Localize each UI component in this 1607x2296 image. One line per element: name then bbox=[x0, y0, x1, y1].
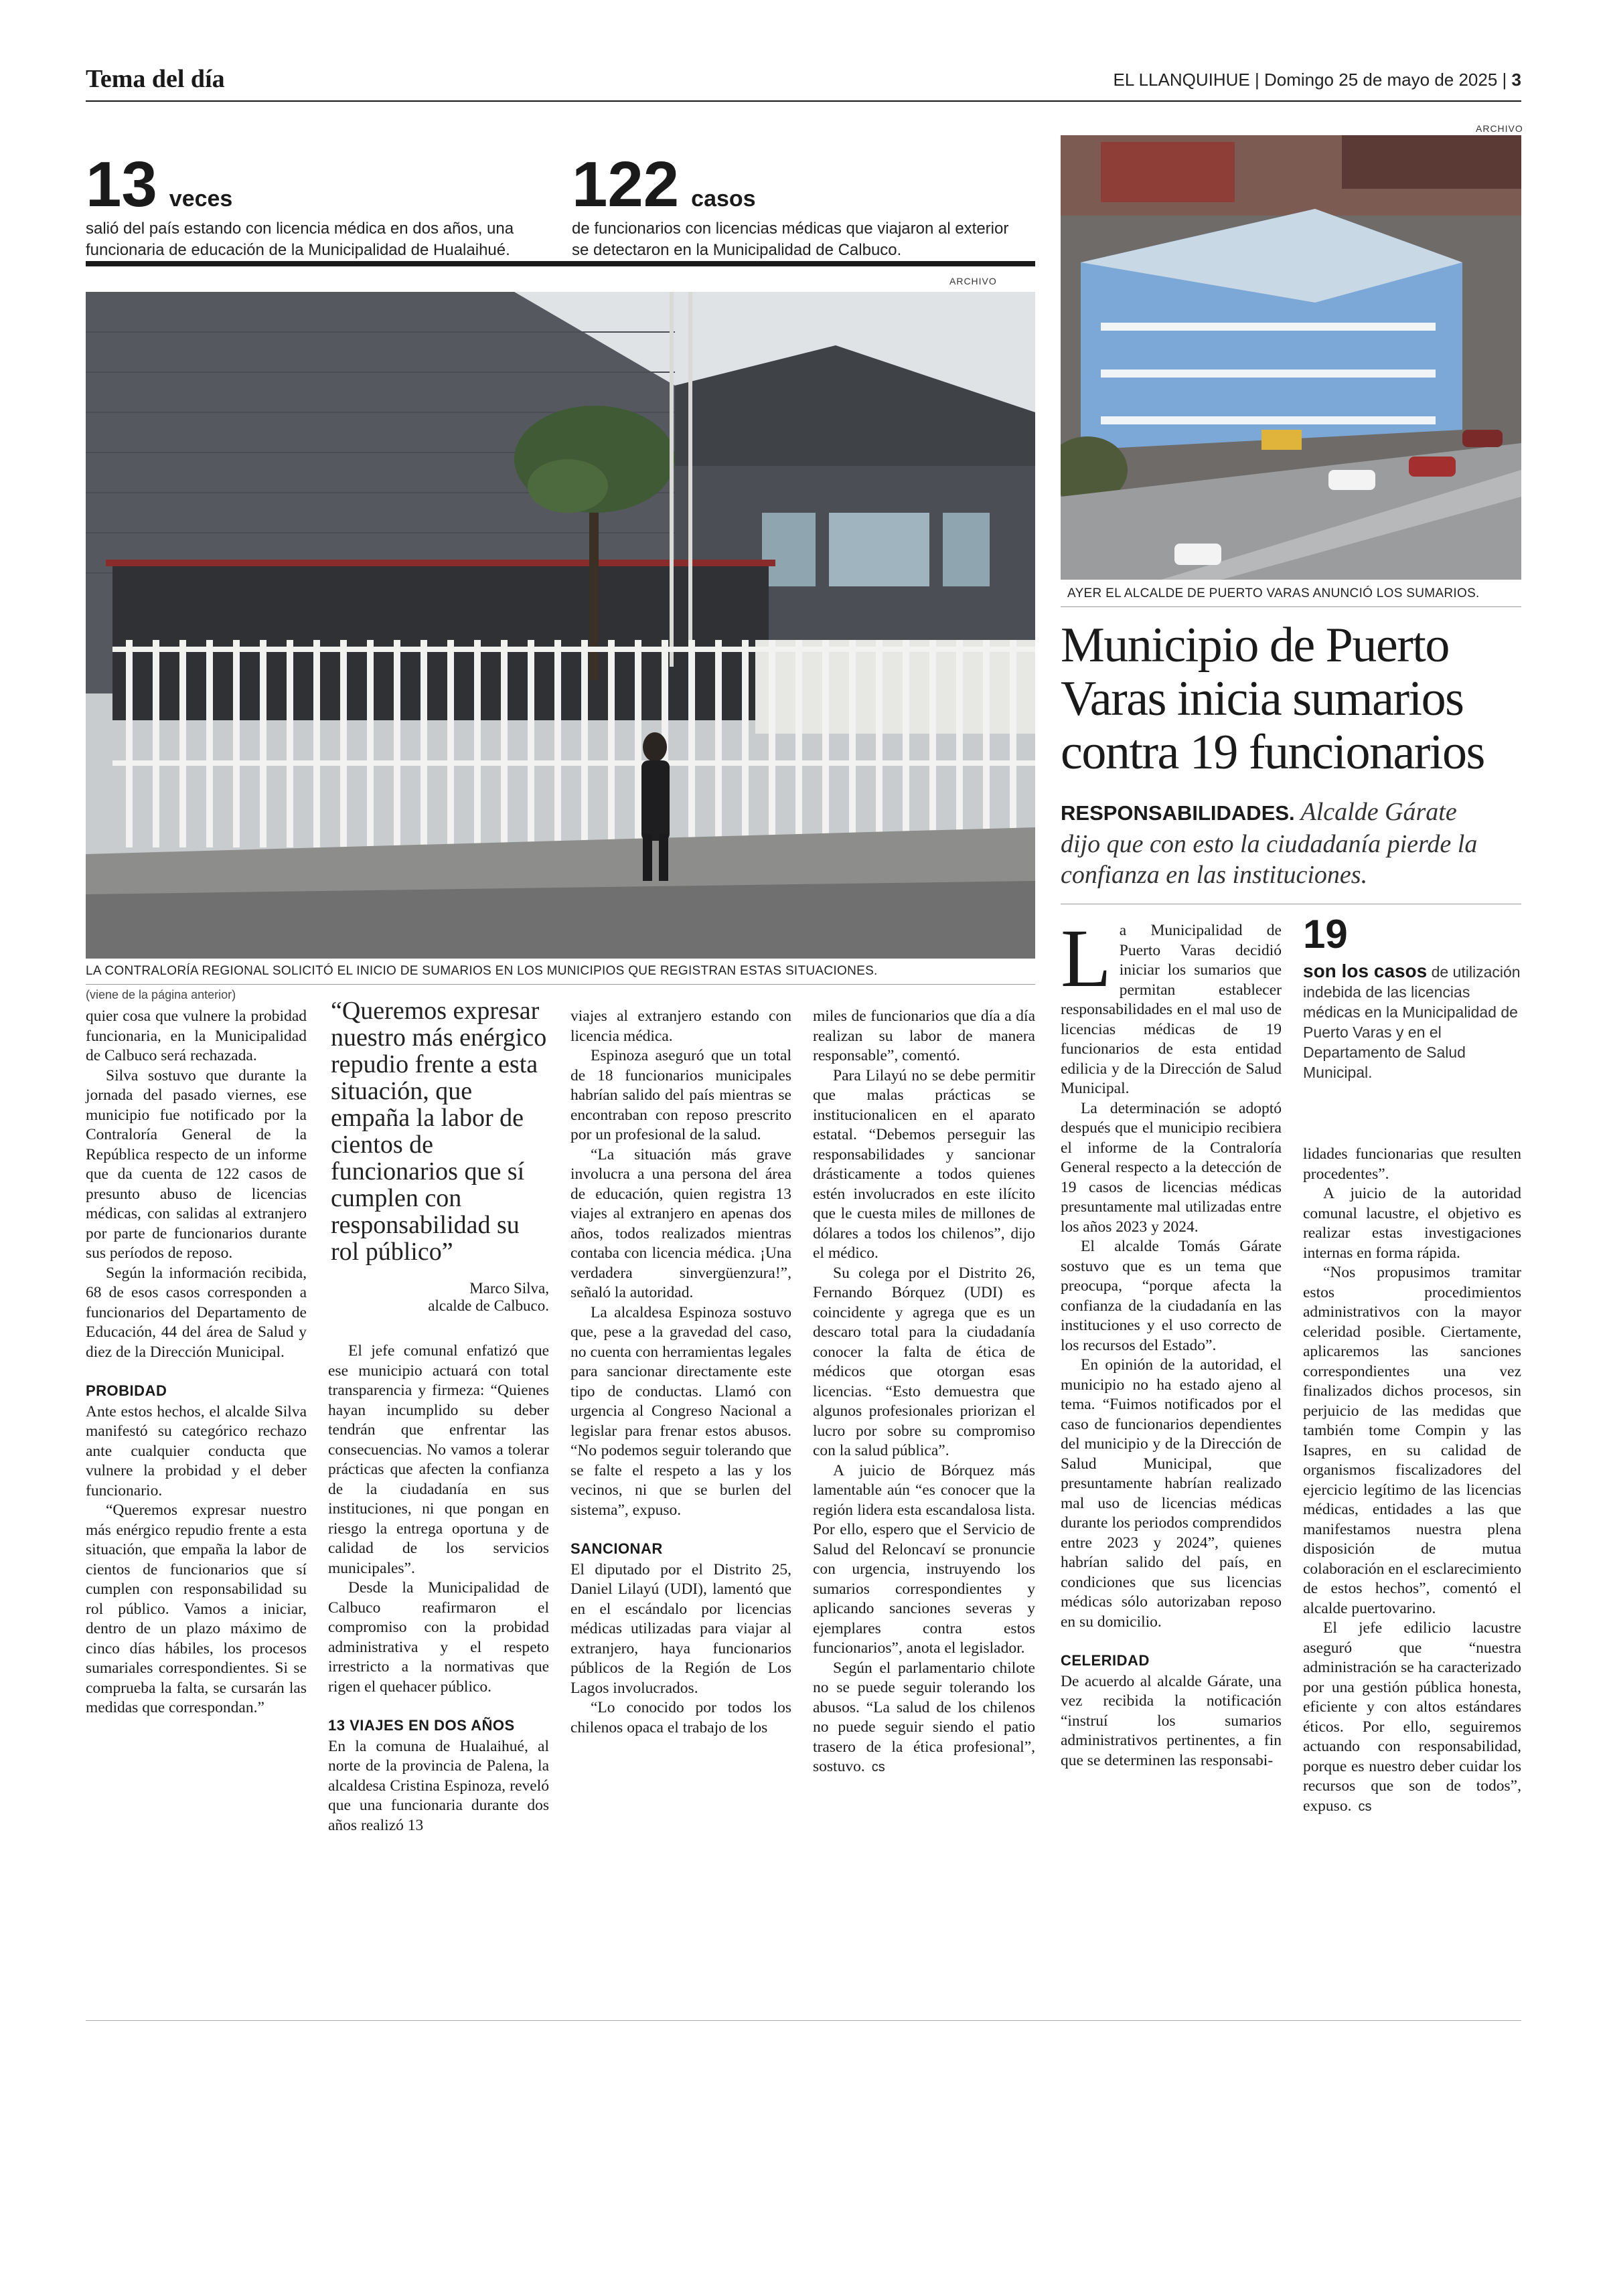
paragraph bbox=[813, 1659, 1035, 1778]
paragraph: Espinoza aseguró que un total de 18 funcionarios municipales habrían salido del país mientras se encontraban con reposo prescrito por un profesional de la salud. bbox=[570, 1047, 791, 1143]
headline: Municipio de Puerto Varas inicia sumarios contra 19 funcionarios bbox=[1061, 618, 1484, 780]
lead-text: Alcalde Gárate dijo que con esto la ciudadanía pierde la confianza en las instituciones. bbox=[1061, 798, 1478, 889]
stat-number: 13 bbox=[86, 149, 157, 220]
paragraph: “La situación más grave involucra a una persona del área de educación, quien registra 13 viajes al extranjero en apenas dos años, todos realizados mientras contaba con licencia médica. ¡Una verdadera sinvergüenzura!”, señaló la autoridad. bbox=[570, 1145, 791, 1301]
paragraph: En la comuna de Hualaihué, al norte de la provincia de Palena, la alcaldesa Cristina Espinoza, reveló que una funcionaria durante dos años realizó 13 bbox=[328, 1737, 549, 1834]
stat-description bbox=[1303, 961, 1521, 1082]
right-photo-caption: AYER EL ALCALDE DE PUERTO VARAS ANUNCIÓ LOS SUMARIOS. bbox=[1067, 586, 1480, 600]
stat-unit: son los casos bbox=[1303, 961, 1428, 981]
stat-box bbox=[1303, 914, 1521, 1082]
paragraph: Silva sostuvo que durante la jornada del pasado viernes, ese municipio fue notificado por la Contraloría General de la República respecto de un informe que da cuenta de 122 casos de presunto abuso de licencias médicas, con salidas al extranjero por parte de funcionarios durante sus períodos de reposo. bbox=[86, 1066, 307, 1262]
paragraph: A juicio de Bórquez más lamentable aún “es conocer que la región lidera esta escandalosa lista. Por ello, espero que el Servicio de Salud del Reloncaví se pronuncie con urgencia, instruyendo los sumarios correspondientes y aplicando sanciones severas y ejemplares contra estos funcionarios”, anota el legislador. bbox=[813, 1461, 1035, 1657]
left-article-column-4 bbox=[813, 1007, 1035, 1778]
paragraph: La determinación se adoptó después que el municipio recibiera el informe de la Contraloría General respecto a la detección de 19 casos de licencias médicas presuntamente mal utilizadas entre los años 2023 y 2024. bbox=[1061, 1099, 1282, 1236]
footer-rule bbox=[86, 2020, 1521, 2021]
pull-quote-author bbox=[331, 1280, 549, 1315]
paragraph-text: El jefe edilicio lacustre aseguró que “nuestra administración se ha caracterizado por una gestión pública honesta, eficiente y con altos estándares éticos. Por ello, seguiremos actuando con responsabilidad, porque es nuestro deber cuidar los recursos que son de todos”, expuso. bbox=[1303, 1619, 1521, 1815]
stat-number: 122 bbox=[572, 149, 680, 220]
paragraph: En opinión de la autoridad, el municipio no ha estado ajeno al tema. “Fuimos notificados por el caso de funcionarios dependientes del municipio y de la Dirección de Salud Municipal, que presuntamente habrían realizado mal uso de licencias médicas durante los periodos comprendidos entre 2023 y 2024”, quienes habrían salido del país, en condiciones que sus licencias médicas sólo autorizaban reposo en su domicilio. bbox=[1061, 1356, 1282, 1631]
paragraph: lidades funcionarias que resulten procedentes”. bbox=[1303, 1145, 1521, 1183]
subheading: SANCIONAR bbox=[570, 1540, 663, 1557]
paper-info bbox=[1114, 70, 1521, 90]
subheading: CELERIDAD bbox=[1061, 1652, 1150, 1669]
stat-text: de utilización indebida de las licencias médicas en la Municipalidad de Puerto Varas y en el Departamento de Salud Municipal. bbox=[1303, 963, 1521, 1081]
paragraph: quier cosa que vulnere la probidad funcionaria, en la Municipalidad de Calbuco será rechazada. bbox=[86, 1007, 307, 1064]
separator: | bbox=[1502, 70, 1512, 90]
stat-description bbox=[572, 218, 1027, 261]
paragraph-text: a Municipalidad de Puerto Varas decidió iniciar los sumarios que permitan establecer responsabilidades en el mal uso de licencias médicas de 19 funcionarios de esta entidad edilicia y de la Dirección de Salud Municipal. bbox=[1061, 922, 1282, 1097]
paragraph: Desde la Municipalidad de Calbuco reafirmaron el compromiso con la probidad administrativa y el respeto irrestricto a la normativas que rigen el quehacer público. bbox=[328, 1579, 549, 1696]
page-number: 3 bbox=[1511, 70, 1521, 90]
paragraph bbox=[1061, 912, 1282, 1099]
pull-quote-text: “Queremos expresar nuestro más enérgico repudio frente a esta situación, que empaña la labor de cientos de funcionarios que sí cumplen con responsabilidad su rol público” bbox=[331, 997, 547, 1266]
paragraph: El diputado por el Distrito 25, Daniel Lilayú (UDI), lamentó que en el escándalo por licencias médicas utilizadas para viajar al extranjero, haya funcionarios públicos de la Región de Los Lagos involucrados. bbox=[570, 1560, 791, 1697]
stats-rule bbox=[86, 261, 1035, 266]
photo-credit: ARCHIVO bbox=[949, 276, 997, 286]
end-mark: cs bbox=[871, 1760, 885, 1775]
right-article-column-1 bbox=[1061, 912, 1282, 1771]
newspaper-name: EL LLANQUIHUE bbox=[1113, 70, 1250, 90]
paragraph: “Queremos expresar nuestro más enérgico repudio frente a esta situación, que empaña la labor de cientos de funcionarios que sí cumplen con responsabilidad su rol público. Vamos a iniciar, dentro de un plazo máximo de cinco días hábiles, los procesos sumariales correspondientes. Si se comprueba la falta, se cursarán las medidas que correspondan.” bbox=[86, 1501, 307, 1716]
paragraph: De acuerdo al alcalde Gárate, una vez recibida la notificación “instruí los sumarios administrativos pertinentes, a fin que se determinen las responsabi- bbox=[1061, 1672, 1282, 1769]
paragraph: El jefe comunal enfatizó que ese municipio actuará con total transparencia y firmeza: “Quienes hayan incumplido su deber tendrán que enfrentar las consecuencias. No vamos a tolerar prácticas que afecten la confianza de la ciudadanía en sus instituciones, ni que pongan en riesgo la entrega oportuna y de calidad de los servicios municipales”. bbox=[328, 1342, 549, 1577]
lead-kicker: RESPONSABILIDADES. bbox=[1061, 801, 1295, 825]
paragraph: “Lo conocido por todos los chilenos opaca el trabajo de los bbox=[570, 1699, 791, 1736]
stat-description-line: salió del país estando con licencia médica en dos años, una bbox=[86, 220, 514, 238]
puerto-varas-building-photo bbox=[1061, 135, 1521, 580]
left-article-column-3 bbox=[570, 1007, 791, 1738]
right-article-column-2 bbox=[1303, 1145, 1521, 1817]
caption-rule bbox=[86, 984, 1035, 985]
stat-block bbox=[572, 149, 1027, 261]
quote-author-role: alcalde de Calbuco. bbox=[428, 1297, 549, 1314]
separator: | bbox=[1254, 70, 1264, 90]
stat-unit: casos bbox=[691, 186, 756, 212]
photo-credit: ARCHIVO bbox=[1476, 123, 1523, 134]
stat-description-line: se detectaron en la Municipalidad de Calbuco. bbox=[572, 241, 902, 259]
caption-rule bbox=[1061, 606, 1521, 607]
stat-description-line: de funcionarios con licencias médicas que viajaron al exterior bbox=[572, 220, 1009, 238]
paragraph: Para Lilayú no se debe permitir que malas prácticas se institucionalicen en el aparato estatal. “Debemos perseguir las responsabilidades y sancionar drásticamente a todos quienes estén involucrados en este ilícito que le cuesta miles de millones de dólares a todos los chilenos”, dijo el médico. bbox=[813, 1066, 1035, 1262]
building-photo-illustration bbox=[86, 292, 1035, 959]
contraloria-building-photo bbox=[86, 292, 1035, 959]
left-photo-caption: LA CONTRALORÍA REGIONAL SOLICITÓ EL INICIO DE SUMARIOS EN LOS MUNICIPIOS QUE REGISTRAN ESTAS SITUACIONES. bbox=[86, 964, 878, 978]
stat-description-line: funcionaria de educación de la Municipalidad de Hualaihué. bbox=[86, 241, 510, 259]
paragraph: El alcalde Tomás Gárate sostuvo que es un tema que preocupa, “porque afecta la confianza de la ciudadanía en las instituciones y el uso correcto de los recursos del Estado”. bbox=[1061, 1238, 1282, 1354]
subheading: PROBIDAD bbox=[86, 1382, 167, 1399]
issue-date: Domingo 25 de mayo de 2025 bbox=[1264, 70, 1498, 90]
paragraph: “Nos propusimos tramitar estos procedimientos administrativos con la mayor celeridad posible. Ciertamente, aplicaremos las sanciones correspondientes una vez finalizados dichos procesos, sin perjuicio de las medidas que también tome Compin y las Isapres, en su calidad de organismos fiscalizadores del ejercicio legítimo de las licencias médicas, entidades a las que manifestamos nuestra plena disposición de mutua colaboración en el esclarecimiento de estos hechos”, comentó el alcalde puertovarino. bbox=[1303, 1264, 1521, 1617]
paragraph bbox=[1303, 1619, 1521, 1817]
left-article-column-1 bbox=[86, 1007, 307, 1718]
paragraph: La alcaldesa Espinoza sostuvo que, pese a la gravedad del caso, no cuenta con herramientas legales para sancionar directamente este tipo de conductas. Llamó con urgencia al Congreso Nacional a legislar para frenar estos abusos. “No podemos seguir tolerando que se falte el respeto a las y los vecinos, ni que se burlen del sistema”, expuso. bbox=[570, 1303, 791, 1519]
paragraph: viajes al extranjero estando con licencia médica. bbox=[570, 1007, 791, 1045]
aerial-photo-illustration bbox=[1061, 135, 1521, 580]
pull-quote bbox=[331, 997, 549, 1315]
subheading: 13 VIAJES EN DOS AÑOS bbox=[328, 1717, 515, 1734]
drop-cap: L bbox=[1061, 912, 1112, 1004]
lead bbox=[1061, 797, 1503, 890]
paragraph: Su colega por el Distrito 26, Fernando Bórquez (UDI) es coincidente y agrega que es un descaro total para la ciudadanía conocer la falta de ética de médicos que otorgan esas licencias. “Esto demuestra que algunos profesionales priorizan el lucro por sobre su compromiso con la salud pública”. bbox=[813, 1264, 1035, 1459]
stat-number: 19 bbox=[1303, 912, 1348, 957]
stat-description bbox=[86, 218, 541, 261]
end-mark: cs bbox=[1358, 1799, 1372, 1814]
paragraph: miles de funcionarios que día a día realizan su labor de manera responsable”, comentó. bbox=[813, 1007, 1035, 1064]
paragraph: Según la información recibida, 68 de esos casos corresponden a funcionarios del Departamento de Educación, 44 del área de Salud y diez de la Dirección Municipal. bbox=[86, 1264, 307, 1361]
continued-note: (viene de la página anterior) bbox=[86, 988, 236, 1001]
section-title: Tema del día bbox=[86, 65, 225, 93]
stat-block bbox=[86, 149, 541, 261]
left-article-column-2 bbox=[328, 1341, 549, 1835]
paragraph: A juicio de la autoridad comunal lacustre, el objetivo es realizar estas investigaciones internas en forma rápida. bbox=[1303, 1185, 1521, 1262]
quote-author-name: Marco Silva, bbox=[469, 1280, 549, 1297]
stat-unit: veces bbox=[169, 186, 233, 212]
header-rule bbox=[86, 100, 1521, 102]
paragraph: Ante estos hechos, el alcalde Silva manifestó su categórico rechazo ante cualquier conducta que vulnere la probidad y el deber funcionario. bbox=[86, 1402, 307, 1499]
paragraph-text: Según el parlamentario chilote no se puede seguir tolerando los abusos. “La salud de los chilenos no puede seguir siendo el patio trasero de la ética profesional”, sostuvo. bbox=[813, 1659, 1035, 1775]
